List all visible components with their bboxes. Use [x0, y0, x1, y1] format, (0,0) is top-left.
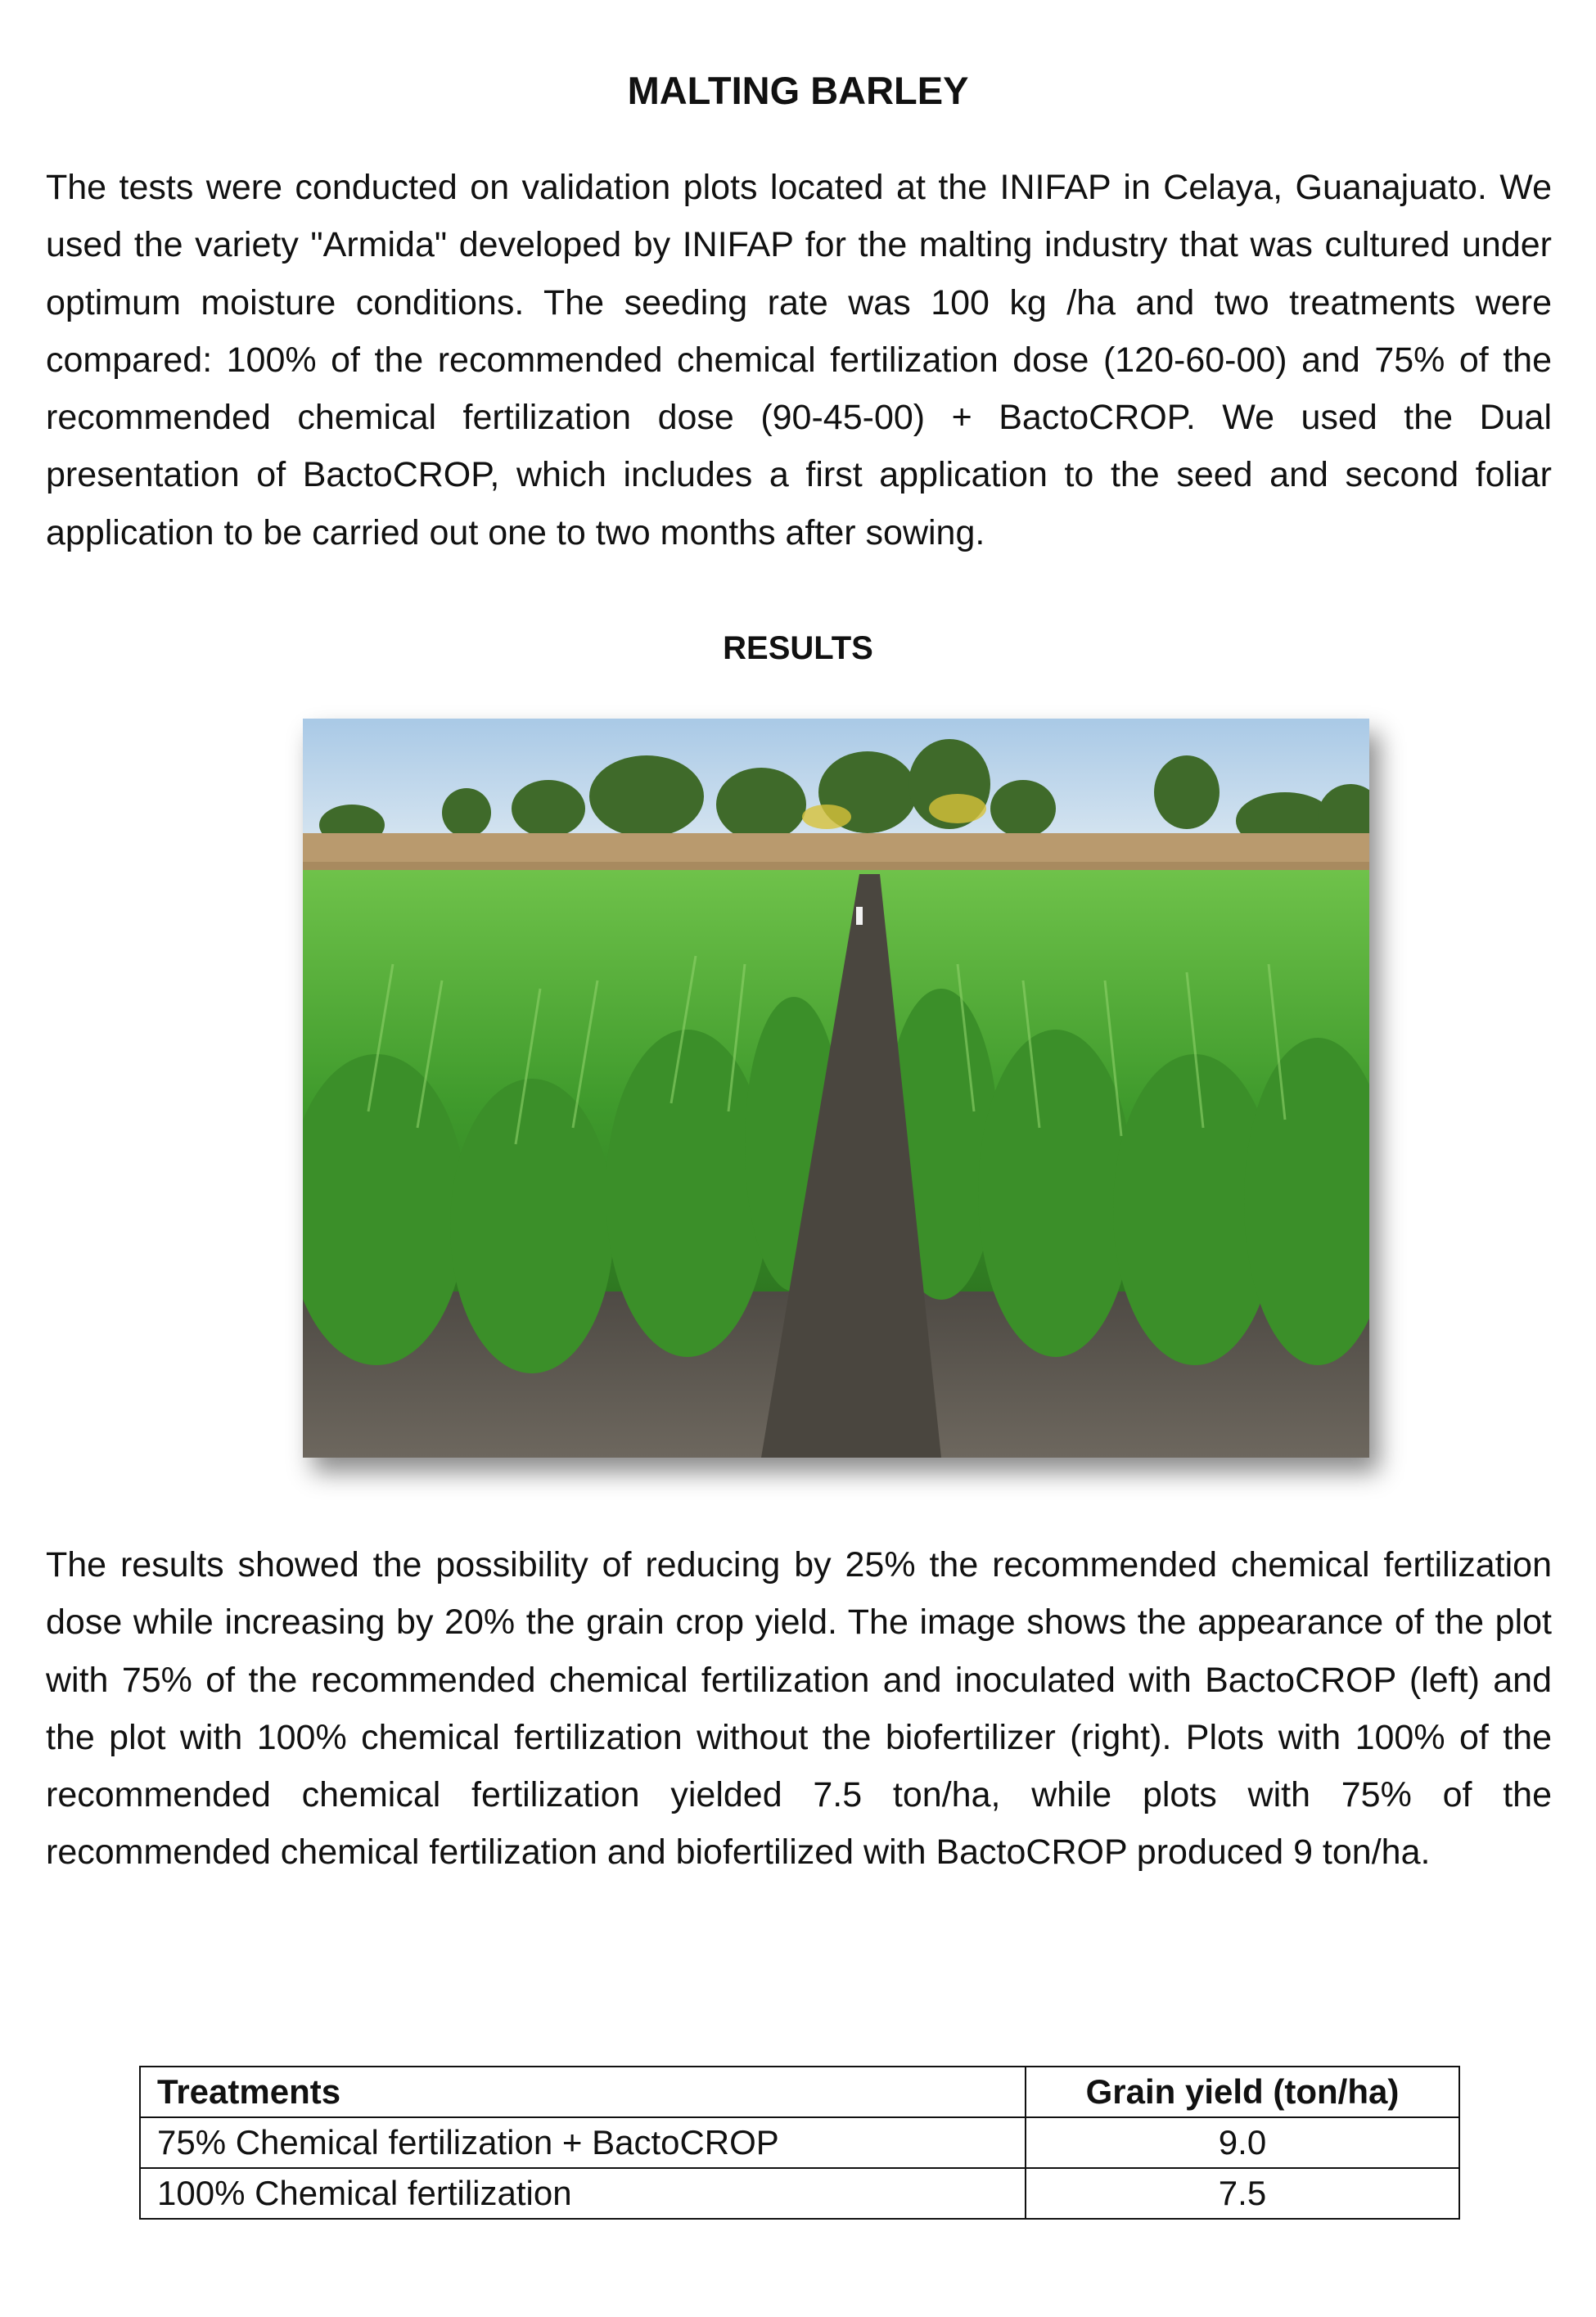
table-row: [140, 2117, 1459, 2168]
document-title: MALTING BARLEY: [627, 69, 969, 112]
yield-cell: 7.5: [1026, 2168, 1459, 2219]
results-paragraph: The results showed the possibility of reducing by 25% the recommended chemical fertilization dose while increasing by 20% the grain crop yield. The image shows the appearance of the plot with 75% of the recommended chemical fertilization and inoculated with BactoCROP (left) and the plot with 100% chemical fertilization without the biofertilizer (right). Plots with 100% of the recommended chemical fertilization yielded 7.5 ton/ha, while plots with 75% of the recommended chemical fertilization and biofertilized with BactoCROP produced 9 ton/ha.: [46, 1545, 1552, 1873]
header-grain-yield: Grain yield (ton/ha): [1026, 2067, 1459, 2117]
barley-field-photo: [303, 719, 1369, 1458]
intro-paragraph: The tests were conducted on validation plots located at the INIFAP in Celaya, Guanajuato. We used the variety "Armida" developed by INIFAP for the malting industry that was cultured under optimum moisture conditions. The seeding rate was 100 kg /ha and two treatments were compared: 100% of the recommended chemical fertilization dose (120-60-00) and 75% of the recommended chemical fertilization dose (90-45-00) + BactoCROP. We used the Dual presentation of BactoCROP, which includes a first application to the seed and second foliar application to be carried out one to two months after sowing.: [46, 168, 1552, 552]
table-row: [140, 2168, 1459, 2219]
results-heading: RESULTS: [723, 630, 873, 666]
yield-table: [139, 2066, 1460, 2220]
yield-cell: 9.0: [1026, 2117, 1459, 2168]
header-treatments: Treatments: [140, 2067, 1026, 2117]
treatment-cell: 75% Chemical fertilization + BactoCROP: [140, 2117, 1026, 2168]
table-header-row: [140, 2067, 1459, 2117]
treatment-cell: 100% Chemical fertilization: [140, 2168, 1026, 2219]
